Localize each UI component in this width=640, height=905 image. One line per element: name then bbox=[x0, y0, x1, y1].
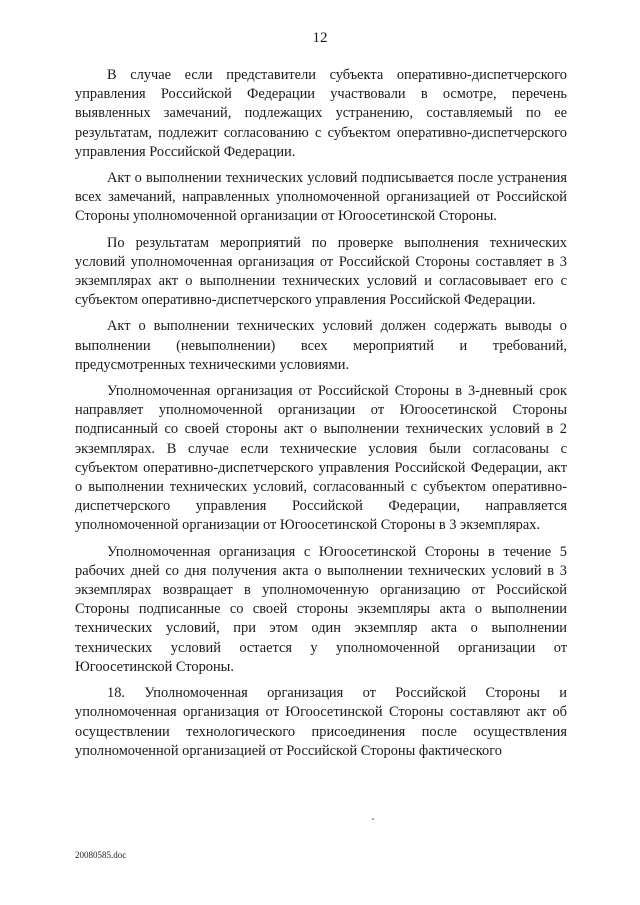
scan-speck bbox=[372, 818, 374, 820]
paragraph-act-drafting: По результатам мероприятий по проверке выполнения технических условий уполномоченная организация от Российской Стороны составляет в 3 экземплярах акт о выполнении технических условий и согласовывает его с субъектом оперативно-диспетчерского управления Российской Федерации. bbox=[75, 234, 567, 309]
document-body bbox=[75, 66, 567, 768]
paragraph-item-18: 18. Уполномоченная организация от Российской Стороны и уполномоченная организация от Югоосетинской Стороны составляют акт об осуществлении технологического присоединения после осуществления уполномоченной организацией от Российской Стороны фактического bbox=[75, 685, 567, 759]
paragraph-act-signing: Акт о выполнении технических условий подписывается после устранения всех замечаний, направленных уполномоченной организацией от Российской Стороны уполномоченной организации от Югоосетинской Стороны. bbox=[75, 170, 567, 225]
paragraph-act-content: Акт о выполнении технических условий должен содержать выводы о выполнении (невыполнении) всех мероприятий и требований, предусмотренных техническими условиями. bbox=[75, 318, 567, 373]
paragraph-act-sending: Уполномоченная организация от Российской Стороны в 3-дневный срок направляет уполномоченной организации от Югоосетинской Стороны подписанный со своей стороны акт о выполнении технических условий в 2 экземплярах. В случае если технические условия были согласованы с субъектом оперативно-диспетчерского управления Российской Федерации, акт о выполнении технических условий, согласованный с субъектом оперативно-диспетчерского управления Российской Федерации, направляется уполномоченной организации от Югоосетинской Стороны в 3 экземплярах. bbox=[75, 383, 567, 534]
footer-filename: 20080585.doc bbox=[75, 850, 127, 860]
page-number: 12 bbox=[312, 30, 328, 46]
paragraph-act-return: Уполномоченная организация с Югоосетинской Стороны в течение 5 рабочих дней со дня получения акта о выполнении технических условий в 3 экземплярах возвращает в уполномоченную организацию от Российской Стороны подписанные со своей стороны экземпляры акта о выполнении технических условий, при этом один экземпляр акта о выполнении технических условий остается у уполномоченной организации от Югоосетинской Стороны. bbox=[75, 543, 567, 675]
paragraph-osmotr-remarks: В случае если представители субъекта оперативно-диспетчерского управления Российской Федерации участвовали в осмотре, перечень выявленных замечаний, подлежащих устранению, составляемый по ее результатам, подлежит согласованию с субъектом оперативно-диспетчерского управления Российской Федерации. bbox=[75, 67, 567, 160]
